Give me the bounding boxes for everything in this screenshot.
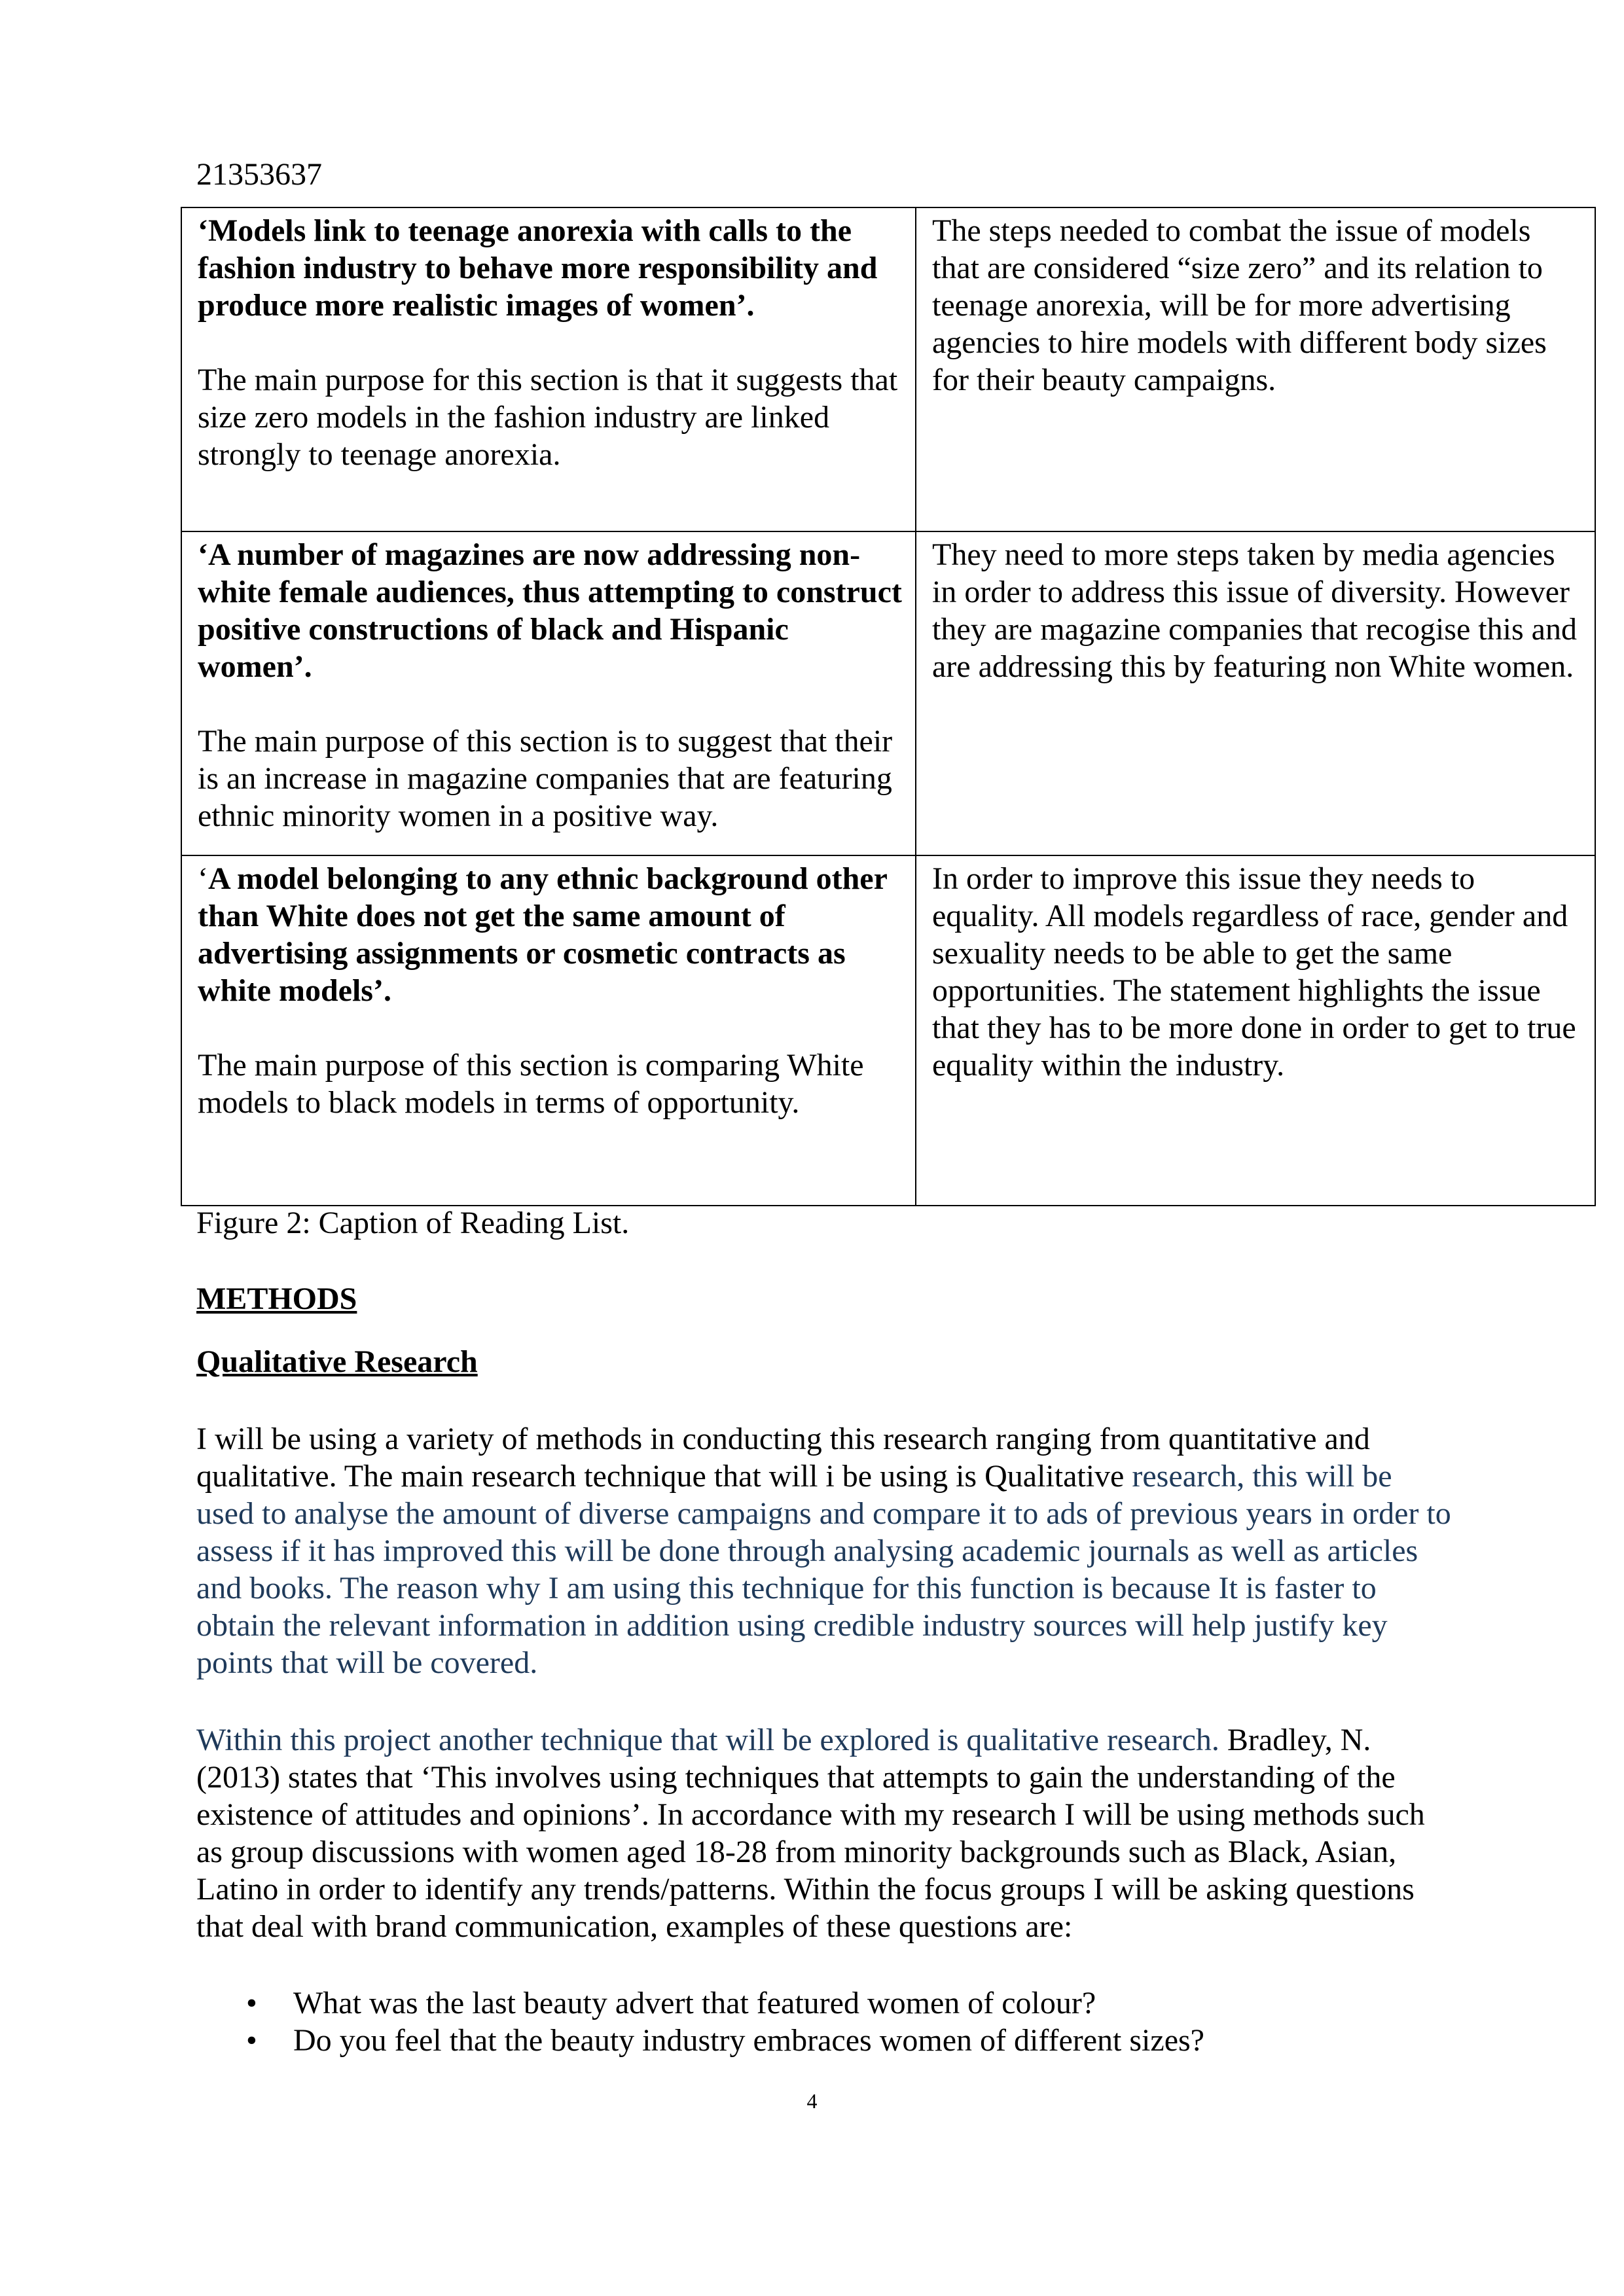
table-cell-quote bbox=[181, 531, 916, 855]
table-cell-response bbox=[916, 855, 1595, 1206]
quote-text: ‘Models link to teenage anorexia with calls to the fashion industry to behave more responsibility and produce more realistic images of women’. bbox=[198, 213, 878, 323]
quote-text bbox=[198, 860, 903, 1009]
purpose-text: The main purpose of this section is to suggest that their is an increase in magazine companies that are featuring ethnic minority women in a positive way. bbox=[198, 724, 893, 833]
figure-caption: Figure 2: Caption of Reading List. bbox=[196, 1206, 630, 1240]
table-row bbox=[181, 207, 1595, 531]
methods-paragraph-1 bbox=[196, 1420, 1453, 1681]
table-row bbox=[181, 531, 1595, 855]
question-text: Do you feel that the beauty industry embraces women of different sizes? bbox=[293, 2023, 1204, 2058]
methods-heading: METHODS bbox=[196, 1282, 357, 1316]
paragraph-1-part-a: I will be using a variety of methods in conducting this research ranging from quantitative and qualitative. The main research technique that will i be using is Qualitative bbox=[196, 1422, 1370, 1494]
focus-group-questions bbox=[196, 1984, 1440, 2059]
quote-body: A model belonging to any ethnic background other than White does not get the same amount of advertising assignments or cosmetic contracts as white models’. bbox=[198, 861, 888, 1008]
paragraph-2-part-a: Within this project another technique that will be explored is qualitative research. bbox=[196, 1723, 1219, 1757]
quote-open-mark: ‘ bbox=[198, 861, 208, 896]
response-text: In order to improve this issue they needs to equality. All models regardless of race, gender and sexuality needs to be able to get the same opportunities. The statement highlights the issue that they has to be more done in order to get to true equality within the industry. bbox=[932, 861, 1576, 1083]
question-text: What was the last beauty advert that featured women of colour? bbox=[293, 1986, 1096, 2020]
document-id: 21353637 bbox=[196, 157, 322, 192]
qualitative-research-heading: Qualitative Research bbox=[196, 1344, 478, 1379]
bullet-icon: • bbox=[246, 2023, 257, 2058]
methods-paragraph-2 bbox=[196, 1721, 1453, 1945]
paragraph-2-part-b: Bradley, N. (2013) states that ‘This involves using techniques that attempts to gain the understanding of the existence of attitudes and opinions’. In accordance with my research I will be using methods such as group discussions with women aged 18-28 from minority backgrounds such as Black, Asian, Latino in order to identify any trends/patterns. Within the focus groups I will be asking questions that deal with brand communication, examples of these questions are: bbox=[196, 1723, 1425, 1944]
paragraph-1-part-b: research, this will be used to analyse the amount of diverse campaigns and compare it to ads of previous years in order to assess if it has improved this will be done through analysing academic journals as well as articles and books. The reason why I am using this technique for this function is because It is faster to obtain the relevant information in addition using credible industry sources will help justify key points that will be covered. bbox=[196, 1459, 1451, 1680]
table-cell-response bbox=[916, 207, 1595, 531]
response-text: They need to more steps taken by media agencies in order to address this issue of diversity. However they are magazine companies that recogise this and are addressing this by featuring non White women. bbox=[932, 537, 1577, 684]
table-cell-quote bbox=[181, 207, 916, 531]
table-cell-quote bbox=[181, 855, 916, 1206]
list-item bbox=[196, 2022, 1440, 2059]
table-cell-response bbox=[916, 531, 1595, 855]
quote-text: ‘A number of magazines are now addressing non-white female audiences, thus attempting to construct positive constructions of black and Hispanic women’. bbox=[198, 537, 902, 684]
response-text: The steps needed to combat the issue of models that are considered “size zero” and its relation to teenage anorexia, will be for more advertising agencies to hire models with different body sizes for their beauty campaigns. bbox=[932, 213, 1547, 397]
list-item bbox=[196, 1984, 1440, 2022]
table-row bbox=[181, 855, 1595, 1206]
bullet-icon: • bbox=[246, 1986, 257, 2020]
purpose-text: The main purpose for this section is that it suggests that size zero models in the fashion industry are linked strongly to teenage anorexia. bbox=[198, 363, 898, 472]
purpose-text: The main purpose of this section is comparing White models to black models in terms of opportunity. bbox=[198, 1048, 864, 1120]
reading-list-table bbox=[181, 207, 1596, 1206]
page-number: 4 bbox=[806, 2089, 818, 2113]
